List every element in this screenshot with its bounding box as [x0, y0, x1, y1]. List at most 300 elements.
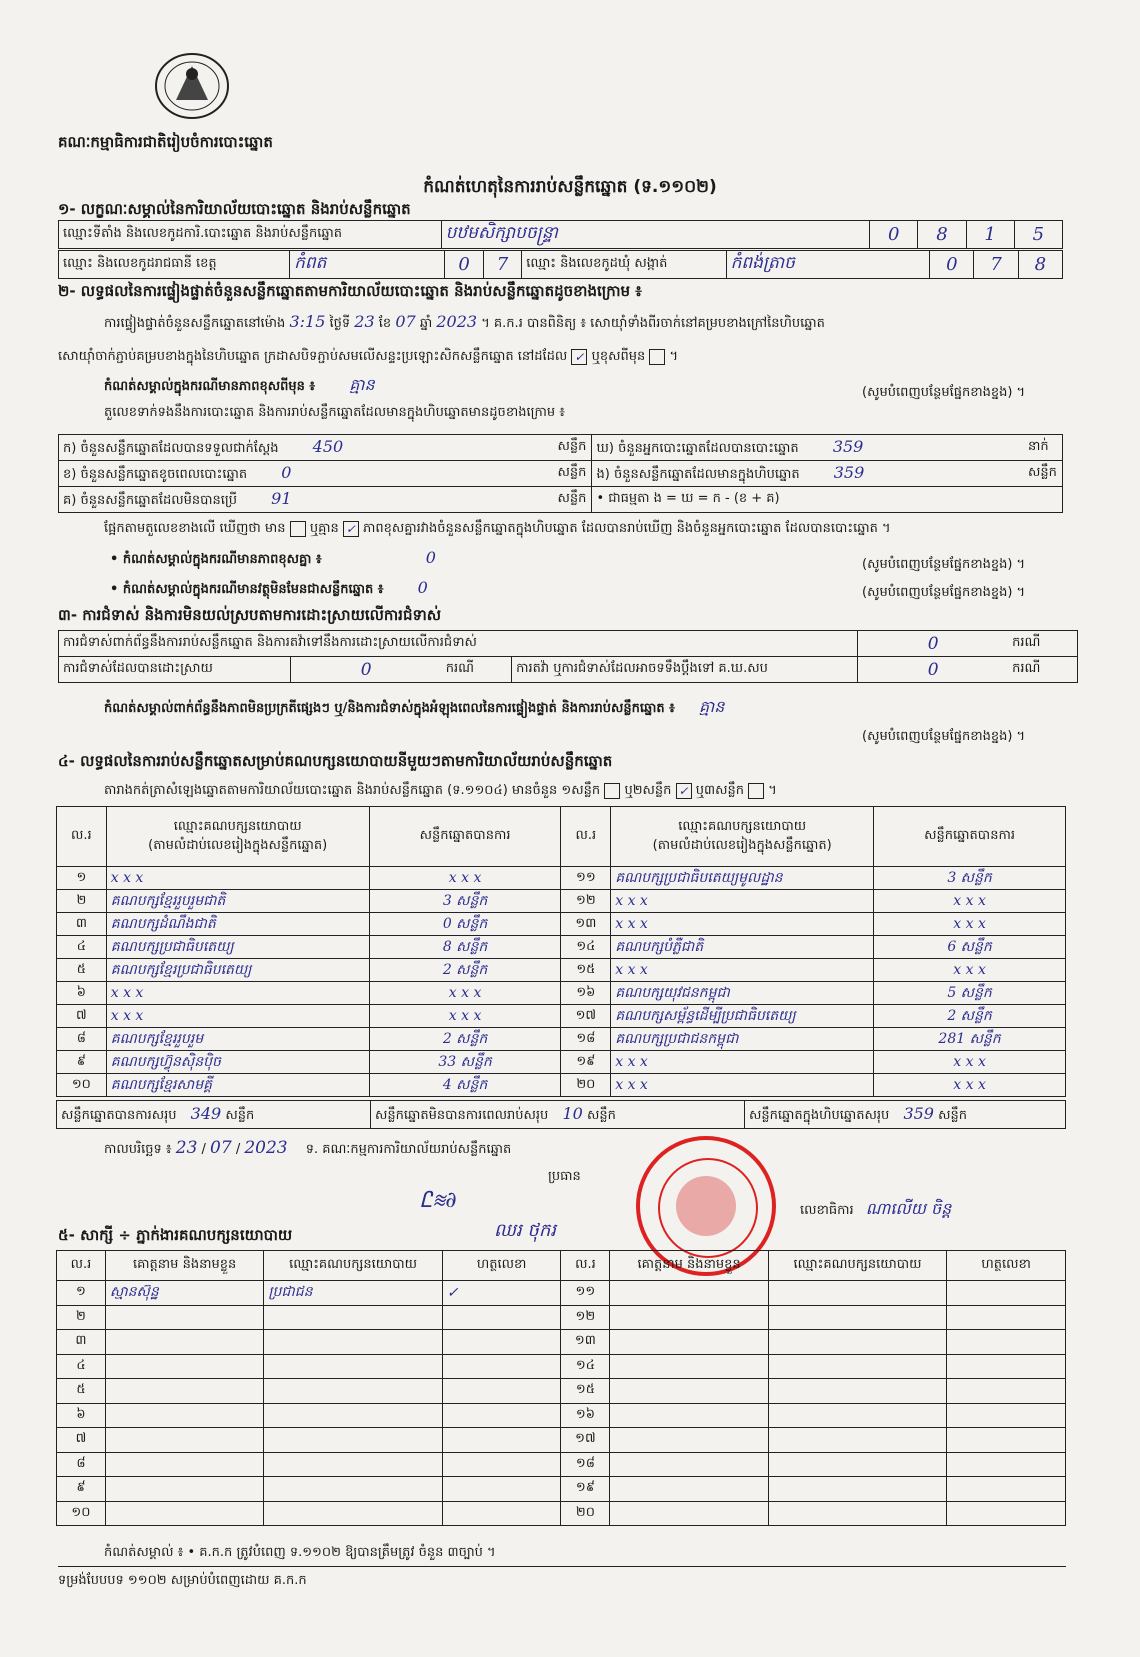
bullet2-label: • កំណត់សម្គាល់ក្នុងករណីមានវត្ថុមិនមែនជាសន្លឹកឆ្នោត ៖ [110, 582, 384, 597]
month-label: ខែ [378, 316, 392, 331]
bullet1-label: • កំណត់សម្គាល់ក្នុងករណីមានភាពខុសគ្នា ៖ [110, 552, 322, 567]
province-value: កំពត [290, 251, 445, 279]
objection-label: ការជំទាស់ពាក់ព័ន្ធនឹងការរាប់សន្លឹកឆ្នោត និងការតវ៉ាទៅនឹងការដោះស្រាយលើការជំទាស់ [59, 631, 858, 657]
count-value: 359 [833, 462, 865, 482]
bullet1-line [110, 548, 436, 570]
compare-text-c: ភាពខុសគ្នារវាងចំនួនសន្លឹកឆ្នោតក្នុងហិបឆ្នោត ដែលបានរាប់ឃើញ និងចំនួនអ្នកបោះឆ្នោត ដែលបានបោះឆ្នោត ។ [363, 521, 891, 536]
committee-name: គណៈកម្មាធិការជាតិរៀបចំការបោះឆ្នោត [58, 133, 273, 151]
witness-no: ៤ [57, 1354, 106, 1379]
witness-name: ស្មានស៊ុន្ឋ [105, 1281, 263, 1306]
result-votes: 281 សន្លឹក [874, 1028, 1066, 1051]
form-note: ទម្រង់បែបបទ ១១០២ សម្រាប់បំពេញដោយ គ.ក.ក [58, 1573, 307, 1588]
col-name: គោត្តនាម និងនាមខ្លួន [610, 1251, 768, 1281]
witness-party [768, 1330, 946, 1355]
witness-party [264, 1354, 442, 1379]
total-box: 359 [903, 1103, 934, 1123]
fill-more-note: (សូមបំពេញបន្ថែមផ្នែកខាងខ្នង) ។ [862, 385, 1026, 400]
result-row [57, 959, 1066, 982]
count-value: 359 [832, 436, 864, 456]
result-party: គណបក្សខ្មែរសាមគ្គី [106, 1074, 369, 1097]
result-no: ១៦ [561, 982, 611, 1005]
witness-signature [947, 1477, 1066, 1502]
province-code-digit: 7 [483, 251, 521, 279]
day-label: ថ្ងៃទី [329, 316, 351, 331]
result-votes: 33 សន្លឹក [369, 1051, 561, 1074]
result-row [57, 867, 1066, 890]
appeal-unit: ករណី [1008, 657, 1077, 683]
result-party: គណបក្សខ្មែររួបរួមជាតិ [106, 890, 369, 913]
date-label: កាលបរិច្ឆេទ ៖ [104, 1142, 172, 1157]
fill-more-note: (សូមបំពេញបន្ថែមផ្នែកខាងខ្នង) ។ [862, 557, 1026, 572]
office-code-digit: 1 [966, 221, 1014, 249]
fill-more-note: (សូមបំពេញបន្ថែមផ្នែកខាងខ្នង) ។ [862, 585, 1026, 600]
bullet2-line [110, 578, 428, 600]
result-votes: 2 សន្លឹក [369, 959, 561, 982]
col-no: ល.រ [57, 807, 107, 867]
result-votes: x x x [369, 1005, 561, 1028]
witness-signature [442, 1354, 561, 1379]
total-valid: 349 [190, 1103, 222, 1123]
has-diff-checkbox[interactable] [290, 521, 306, 537]
total-box-cell: សន្លឹកឆ្នោតក្នុងហិបឆ្នោតសរុប 359 សន្លឹក [745, 1101, 1066, 1129]
objection-unit: ករណី [1008, 631, 1077, 657]
result-no: ១៨ [561, 1028, 611, 1051]
witness-signature [947, 1379, 1066, 1404]
resolved-unit: ករណី [442, 657, 512, 683]
witness-table [56, 1250, 1066, 1526]
witness-row [57, 1428, 1066, 1453]
col-no: ល.រ [561, 1251, 610, 1281]
chair-label: ប្រធាន [548, 1169, 581, 1184]
secretary-line [800, 1198, 951, 1222]
count-value: 0 [281, 462, 292, 482]
result-no: ១៩ [561, 1051, 611, 1074]
witness-signature: ✓ [442, 1281, 561, 1306]
count-unit: សន្លឹក [1024, 461, 1063, 487]
witness-name [105, 1452, 263, 1477]
witness-party [768, 1305, 946, 1330]
fill-more-note: (សូមបំពេញបន្ថែមផ្នែកខាងខ្នង) ។ [862, 729, 1026, 744]
col-votes: សន្លឹកឆ្នោតបានការ [874, 807, 1066, 867]
col-sign: ហត្ថលេខា [947, 1251, 1066, 1281]
witness-name [105, 1330, 263, 1355]
result-row [57, 1051, 1066, 1074]
section2-heading: ២- លទ្ធផលនៃការផ្ទៀងផ្ទាត់ចំនួនសន្លឹកឆ្នោតតាមការិយាល័យបោះឆ្នោត និងរាប់សន្លឹកឆ្នោតដូចខាងក្រោម ៖ [58, 282, 642, 300]
witness-signature [947, 1428, 1066, 1453]
counts-row [59, 487, 1063, 513]
section3-note-label: កំណត់សម្គាល់ពាក់ព័ន្ធនឹងភាពមិនប្រក្រតីផ្សេងៗ ឬ/និងការជំទាស់ក្នុងអំឡុងពេលនៃការផ្ទៀងផ្ទាត់ និងការរាប់សន្លឹកឆ្នោត ៖ [104, 701, 675, 716]
witness-no: ១៨ [561, 1452, 610, 1477]
result-no: ៥ [57, 959, 107, 982]
witness-no: ១៩ [561, 1477, 610, 1502]
result-no: ១២ [561, 890, 611, 913]
note-value: គ្មាន [349, 375, 375, 394]
count-value: 450 [312, 436, 344, 456]
check-time: 3:15 [289, 312, 326, 331]
table-intro: តួលេខទាក់ទងនឹងការបោះឆ្នោត និងការរាប់សន្លឹកឆ្នោតដែលមានក្នុងហិបឆ្នោតមានដូចខាងក្រោម ៖ [104, 405, 565, 420]
office-code-digit: 5 [1014, 221, 1062, 249]
col-no: ល.រ [57, 1251, 106, 1281]
witness-signature [947, 1501, 1066, 1526]
date-day: 23 [175, 1138, 198, 1158]
section4-intro-line: តារាងកត់ត្រាសំឡេងឆ្នោតតាមការិយាល័យបោះឆ្នោត និងរាប់សន្លឹកឆ្នោត (ទ.១១០៤) មានចំនួន ១សន្លឹក ឬ២សន្លឹក ✓ ឬ៣សន្លឹក ។ [104, 783, 777, 798]
footnote: កំណត់សម្គាល់ ៖ • គ.ក.ក ត្រូវបំពេញ ទ.១១០២ ឱ្យបានត្រឹមត្រូវ ចំនួន ៣ច្បាប់ ។ [104, 1545, 496, 1560]
total-invalid: 10 [562, 1103, 583, 1123]
no-diff-checkbox[interactable]: ✓ [343, 521, 359, 537]
compare-text-a: ផ្អែកតាមតួលេខខាងលើ ឃើញថា មាន [104, 521, 286, 536]
result-no: ៦ [57, 982, 107, 1005]
witness-name [105, 1501, 263, 1526]
result-party: x x x [611, 1051, 874, 1074]
witness-name [610, 1403, 768, 1428]
witness-party: ប្រជាជន [264, 1281, 442, 1306]
witness-no: ២០ [561, 1501, 610, 1526]
secretary-name: ណាលើយ ចិន្ត [865, 1199, 952, 1218]
result-no: ១៧ [561, 1005, 611, 1028]
witness-signature [947, 1281, 1066, 1306]
witness-party [264, 1403, 442, 1428]
count-label: ខ) ចំនួនសន្លឹកឆ្នោតខូចពេលបោះឆ្នោត 0 [59, 461, 554, 487]
witness-name [610, 1477, 768, 1502]
check-year: 2023 [436, 312, 478, 331]
chair-signature-icon: Ꮭ≋∂ [420, 1188, 457, 1213]
witness-party [264, 1379, 442, 1404]
witness-no: ២ [57, 1305, 106, 1330]
witness-party [768, 1501, 946, 1526]
witness-no: ១៦ [561, 1403, 610, 1428]
check-line [104, 312, 825, 334]
result-party: គណបក្សហ៊្វុនស៊ិនប៉ិច [106, 1051, 369, 1074]
result-no: ៩ [57, 1051, 107, 1074]
totals-table [56, 1100, 1066, 1129]
result-votes: 2 សន្លឹក [369, 1028, 561, 1051]
appeal-value: 0 [858, 657, 1008, 683]
result-party: គណបក្សខ្មែរប្រជាធិបតេយ្យ [106, 959, 369, 982]
count-value: 91 [271, 488, 292, 508]
resolved-value: 0 [290, 657, 442, 683]
result-no: ១០ [57, 1074, 107, 1097]
witness-no: ៥ [57, 1379, 106, 1404]
witness-row [57, 1330, 1066, 1355]
bullet2-value: 0 [417, 578, 428, 597]
result-party: x x x [611, 1074, 874, 1097]
total-invalid-cell: សន្លឹកឆ្នោតមិនបានការពេលរាប់សរុប 10 សន្លឹក [371, 1101, 745, 1129]
result-no: ៧ [57, 1005, 107, 1028]
commune-code-digit: 0 [930, 251, 974, 279]
check-month: 07 [395, 312, 416, 331]
witness-no: ៧ [57, 1428, 106, 1453]
witness-row [57, 1379, 1066, 1404]
result-no: ១៣ [561, 913, 611, 936]
witness-name [610, 1354, 768, 1379]
result-party: គណបក្សដំណឹងជាតិ [106, 913, 369, 936]
witness-no: ១៥ [561, 1379, 610, 1404]
witness-row [57, 1403, 1066, 1428]
result-votes: 6 សន្លឹក [874, 936, 1066, 959]
result-votes: 8 សន្លឹក [369, 936, 561, 959]
witness-party [768, 1452, 946, 1477]
compare-line [104, 520, 891, 539]
province-code-digit: 0 [445, 251, 483, 279]
date-year: 2023 [244, 1138, 288, 1158]
witness-row [57, 1305, 1066, 1330]
witness-signature [442, 1501, 561, 1526]
result-row [57, 890, 1066, 913]
result-row [57, 1028, 1066, 1051]
result-party: x x x [106, 867, 369, 890]
result-no: ១៤ [561, 936, 611, 959]
objection-value: 0 [858, 631, 1008, 657]
office-value: បឋមសិក្សាបចន្ទ្រា [441, 221, 870, 249]
result-party: x x x [106, 982, 369, 1005]
witness-no: ១ [57, 1281, 106, 1306]
result-votes: x x x [369, 867, 561, 890]
check-day: 23 [354, 312, 375, 331]
col-sign: ហត្ថលេខា [442, 1251, 561, 1281]
result-row [57, 913, 1066, 936]
result-no: ៣ [57, 913, 107, 936]
result-no: ៨ [57, 1028, 107, 1051]
witness-row [57, 1452, 1066, 1477]
witness-no: ៩ [57, 1477, 106, 1502]
witness-party [768, 1354, 946, 1379]
witness-signature [442, 1477, 561, 1502]
count-label: ក) ចំនួនសន្លឹកឆ្នោតដែលបានទទួលជាក់ស្តែង 450 [59, 435, 554, 461]
witness-party [264, 1330, 442, 1355]
form-title: កំណត់ហេតុនៃការរាប់សន្លឹកឆ្នោត (ទ.១១០២) [423, 177, 717, 197]
result-votes: x x x [874, 913, 1066, 936]
result-party: គណបក្សយុវជនកម្ពុជា [611, 982, 874, 1005]
witness-signature [442, 1379, 561, 1404]
results-table [56, 806, 1066, 1097]
witness-party [768, 1477, 946, 1502]
objections-table [58, 630, 1078, 683]
count-unit: នាក់ [1024, 435, 1063, 461]
result-row [57, 1074, 1066, 1097]
result-party: x x x [611, 913, 874, 936]
witness-signature [947, 1354, 1066, 1379]
result-row [57, 936, 1066, 959]
result-no: ២០ [561, 1074, 611, 1097]
one-sheet-checkbox[interactable] [604, 783, 620, 799]
col-party: ឈ្មោះគណបក្សនយោបាយ [768, 1251, 946, 1281]
note-label: កំណត់សម្គាល់ក្នុងករណីមានភាពខុសពីមុន ៖ [104, 379, 316, 394]
result-votes: x x x [874, 1051, 1066, 1074]
result-party: x x x [611, 959, 874, 982]
resolved-label: ការជំទាស់ដែលបានដោះស្រាយ [59, 657, 291, 683]
witness-signature [947, 1452, 1066, 1477]
result-votes: x x x [874, 959, 1066, 982]
counts-table [58, 434, 1063, 513]
result-no: ២ [57, 890, 107, 913]
witness-signature [442, 1403, 561, 1428]
witness-no: ៨ [57, 1452, 106, 1477]
result-party: គណបក្សប្រជាធិបតេយ្យ [106, 936, 369, 959]
result-votes: 3 សន្លឹក [369, 890, 561, 913]
office-code-digit: 8 [918, 221, 966, 249]
office-code-digit: 0 [870, 221, 918, 249]
witness-no: ៣ [57, 1330, 106, 1355]
same-checkbox[interactable]: ✓ [571, 349, 587, 365]
witness-name [610, 1501, 768, 1526]
witness-no: ១០ [57, 1501, 106, 1526]
section1-table-row2 [58, 250, 1063, 279]
witness-name [105, 1354, 263, 1379]
witness-name [610, 1379, 768, 1404]
witness-signature [442, 1330, 561, 1355]
result-no: ៤ [57, 936, 107, 959]
result-no: ១១ [561, 867, 611, 890]
witness-party [264, 1452, 442, 1477]
province-label: ឈ្មោះ និងលេខកូដរាជធានី ខេត្ត [59, 251, 290, 279]
opt2-label: ឬ២សន្លឹក [624, 783, 672, 798]
col-no: ល.រ [561, 807, 611, 867]
witness-name [105, 1305, 263, 1330]
witness-party [264, 1305, 442, 1330]
count-unit: សន្លឹក [554, 461, 592, 487]
date-line: កាលបរិច្ឆេទ ៖ 23 / 07 / 2023 ទ. គណៈកម្មការការិយាល័យរាប់សន្លឹកឆ្នោត [104, 1138, 512, 1158]
witness-name [105, 1428, 263, 1453]
witness-signature [442, 1428, 561, 1453]
witness-party [264, 1501, 442, 1526]
witness-name [610, 1330, 768, 1355]
witness-name [610, 1305, 768, 1330]
three-sheet-checkbox[interactable] [748, 783, 764, 799]
witness-name [610, 1428, 768, 1453]
result-row [57, 982, 1066, 1005]
result-votes: 0 សន្លឹក [369, 913, 561, 936]
result-votes: 5 សន្លឹក [874, 982, 1066, 1005]
col-party: ឈ្មោះគណបក្សនយោបាយ (តាមលំដាប់លេខរៀងក្នុងសន្លឹកឆ្នោត) [611, 807, 874, 867]
result-votes: x x x [874, 1074, 1066, 1097]
opt3-label: ឬ៣សន្លឹក [695, 783, 744, 798]
result-party: គណបក្សប្រជាធិបតេយ្យមូលដ្ឋាន [611, 867, 874, 890]
compare-text-b: ឬគ្មាន [309, 521, 339, 536]
witness-party [264, 1477, 442, 1502]
count-label: ឃ) ចំនួនអ្នកបោះឆ្នោតដែលបានបោះឆ្នោត 359 [592, 435, 1024, 461]
witness-no: ១៧ [561, 1428, 610, 1453]
result-party: x x x [611, 890, 874, 913]
witness-signature [947, 1403, 1066, 1428]
witness-signature [947, 1305, 1066, 1330]
commune-value: កំពង់ត្រាច [726, 251, 930, 279]
section1-heading: ១- លក្ខណៈសម្គាល់នៃការិយាល័យបោះឆ្នោត និងរាប់សន្លឹកឆ្នោត [58, 200, 411, 218]
witness-name [105, 1379, 263, 1404]
count-label: គ) ចំនួនសន្លឹកឆ្នោតដែលមិនបានប្រើ 91 [59, 487, 554, 513]
bullet1-value: 0 [425, 548, 436, 567]
result-party: គណបក្សសម្ព័ន្ធដើម្បីប្រជាធិបតេយ្យ [611, 1005, 874, 1028]
diff-checkbox[interactable] [649, 349, 665, 365]
witness-party [264, 1428, 442, 1453]
witness-signature [442, 1305, 561, 1330]
witness-no: ១៤ [561, 1354, 610, 1379]
commune-code-digit: 7 [974, 251, 1018, 279]
note-line [104, 374, 375, 398]
section1-table [58, 220, 1063, 249]
witness-no: ១២ [561, 1305, 610, 1330]
section4-heading: ៤- លទ្ធផលនៃការរាប់សន្លឹកឆ្នោតសម្រាប់គណបក្សនយោបាយនីមួយៗតាមការិយាល័យរាប់សន្លឹកឆ្នោត [58, 752, 613, 770]
witness-name [105, 1477, 263, 1502]
check-text: ។ គ.ក.រ បានពិនិត្យ ៖ សោយ៉ាំទាំងពីរចាក់នៅគម្របខាងក្រៅនៃហិបឆ្នោត [481, 316, 825, 331]
witness-party [768, 1281, 946, 1306]
section3-heading: ៣- ការជំទាស់ និងការមិនយល់ស្របតាមការដោះស្រាយលើការជំទាស់ [58, 606, 442, 624]
result-party: គណបក្សប្រជាជនកម្ពុជា [611, 1028, 874, 1051]
witness-signature [442, 1452, 561, 1477]
year-label: ឆ្នាំ [419, 316, 433, 331]
section4-intro: តារាងកត់ត្រាសំឡេងឆ្នោតតាមការិយាល័យបោះឆ្នោត និងរាប់សន្លឹកឆ្នោត (ទ.១១០៤) មានចំនួន ១សន្លឹក [104, 783, 601, 798]
col-name: គោត្តនាម និងនាមខ្លួន [105, 1251, 263, 1281]
results-body [57, 867, 1066, 1097]
office-label: ឈ្មោះទីតាំង និងលេខកូដការិ.បោះឆ្នោត និងរាប់សន្លឹកឆ្នោត [59, 221, 442, 249]
result-no: ១៥ [561, 959, 611, 982]
witness-no: ១១ [561, 1281, 610, 1306]
counts-row [59, 435, 1063, 461]
secretary-label: លេខាធិការ [800, 1203, 854, 1218]
section3-note-line [104, 696, 724, 720]
result-party: x x x [106, 1005, 369, 1028]
chair-name: ឈរ ថុករ [494, 1220, 556, 1241]
witness-row [57, 1354, 1066, 1379]
commune-label: ឈ្មោះ និងលេខកូដឃុំ សង្កាត់ [522, 251, 726, 279]
result-votes: 4 សន្លឹក [369, 1074, 561, 1097]
witness-row [57, 1501, 1066, 1526]
date-month: 07 [210, 1138, 232, 1158]
result-no: ១ [57, 867, 107, 890]
result-party: គណបក្សខ្មែររួបរួម [106, 1028, 369, 1051]
two-sheet-checkbox[interactable]: ✓ [676, 783, 692, 799]
counts-row [59, 461, 1063, 487]
nec-emblem-logo [152, 50, 232, 122]
witness-name [610, 1281, 768, 1306]
result-votes: x x x [369, 982, 561, 1005]
count-unit: សន្លឹក [554, 435, 592, 461]
check-line-2: សោយ៉ាំចាក់ភ្ជាប់គម្របខាងក្នុងនៃហិបឆ្នោត ក្រដាសបិទភ្ជាប់សមលើសន្ទះប្រឡោះសិកសន្លឹកឆ្នោត នៅដដែល ✓ ឬខុសពីមុន ។ [58, 349, 679, 364]
witness-name [610, 1452, 768, 1477]
witness-party [768, 1428, 946, 1453]
witness-row [57, 1281, 1066, 1306]
witness-row [57, 1477, 1066, 1502]
witness-body [57, 1281, 1066, 1526]
result-votes: x x x [874, 890, 1066, 913]
witness-party [768, 1403, 946, 1428]
appeal-label: ការតវ៉ា ឬការជំទាស់ដែលអាចទទឹងប្តឹងទៅ គ.ឃ.សប [512, 657, 858, 683]
total-valid-cell: សន្លឹកឆ្នោតបានការសរុប 349 សន្លឹក [57, 1101, 371, 1129]
result-party: គណបក្សបំភ្លឺជាតិ [611, 936, 874, 959]
committee-sign-label: ទ. គណៈកម្មការការិយាល័យរាប់សន្លឹកឆ្នោត [305, 1142, 512, 1157]
section3-note-value: គ្មាន [698, 697, 725, 716]
witness-party [768, 1379, 946, 1404]
witness-name [105, 1403, 263, 1428]
check-text-2: សោយ៉ាំចាក់ភ្ជាប់គម្របខាងក្នុងនៃហិបឆ្នោត ក្រដាសបិទភ្ជាប់សមលើសន្ទះប្រឡោះសិកសន្លឹកឆ្នោត នៅដដែល [58, 349, 568, 364]
count-unit: សន្លឹក [554, 487, 592, 513]
witness-signature [947, 1330, 1066, 1355]
witness-no: ១៣ [561, 1330, 610, 1355]
result-votes: 2 សន្លឹក [874, 1005, 1066, 1028]
diff-label: ឬខុសពីមុន [591, 349, 646, 364]
footer-divider [58, 1566, 1066, 1567]
check-prefix: ការផ្ទៀងផ្ទាត់ចំនួនសន្លឹកឆ្នោតនៅម៉ោង [104, 316, 286, 331]
count-label: ង) ចំនួនសន្លឹកឆ្នោតដែលមានក្នុងហិបឆ្នោត 359 [592, 461, 1024, 487]
result-votes: 3 សន្លឹក [874, 867, 1066, 890]
col-party: ឈ្មោះគណបក្សនយោបាយ [264, 1251, 442, 1281]
formula-note: • ជាធម្មតា ង = ឃ = ក - (ខ + គ) [592, 487, 1063, 513]
col-votes: សន្លឹកឆ្នោតបានការ [369, 807, 561, 867]
col-party: ឈ្មោះគណបក្សនយោបាយ (តាមលំដាប់លេខរៀងក្នុងសន្លឹកឆ្នោត) [106, 807, 369, 867]
section5-heading: ៥- សាក្សី ÷ ភ្នាក់ងារគណបក្សនយោបាយ [58, 1226, 293, 1244]
witness-no: ៦ [57, 1403, 106, 1428]
result-row [57, 1005, 1066, 1028]
commune-code-digit: 8 [1018, 251, 1062, 279]
